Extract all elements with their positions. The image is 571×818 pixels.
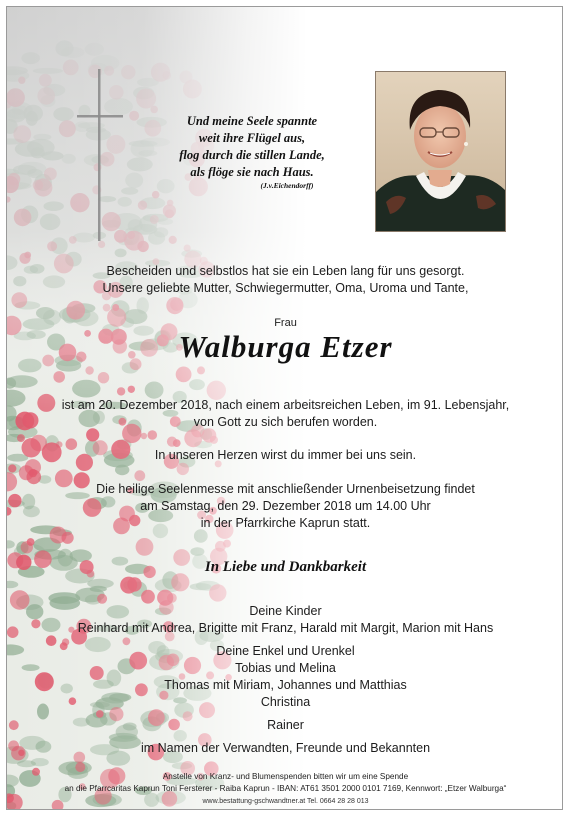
death-notice	[7, 397, 563, 431]
poem-credit: (J.v.Eichendorff)	[260, 181, 314, 190]
poem-block	[157, 113, 347, 191]
grandchildren-heading: Deine Enkel und Urenkel	[216, 644, 355, 658]
memory-line: In unseren Herzen wirst du immer bei uns sein.	[154, 448, 417, 462]
poem-line: Und meine Seele spannte	[186, 114, 318, 128]
page-frame	[6, 6, 563, 810]
relatives-line: im Namen der Verwandten, Freunde und Bekannten	[140, 741, 431, 755]
portrait-photo	[375, 71, 506, 232]
service-info	[7, 481, 563, 532]
poem-line: flog durch die stillen Lande,	[179, 148, 325, 162]
footer-contact: www.bestattung-gschwandtner.at Tel. 0664 28 28 013	[202, 798, 369, 805]
salutation: Frau	[274, 317, 297, 329]
children-section	[7, 603, 563, 637]
donation-line: an die Pfarrcaritas Kaprun Toni Fersterer - Raiba Kaprun - IBAN: AT61 3501 2000 0101 7169, Kennwort: „Etzer Walburga“	[64, 784, 507, 793]
intro-line: Bescheiden und selbstlos hat sie ein Leben lang für uns gesorgt.	[106, 264, 465, 278]
grandchildren-names: Thomas mit Miriam, Johannes und Matthias	[164, 678, 407, 692]
deceased-name: Walburga Etzer	[178, 329, 393, 364]
service-line: Die heilige Seelenmesse mit anschließender Urnenbeisetzung findet	[96, 482, 475, 496]
donation-line: Anstelle von Kranz- und Blumenspenden bitten wir um eine Spende	[162, 772, 409, 781]
other-mourner: Rainer	[267, 718, 304, 732]
service-line: in der Pfarrkirche Kaprun statt.	[200, 516, 371, 530]
grandchildren-section	[7, 643, 563, 711]
poem-line: weit ihre Flügel aus,	[198, 131, 306, 145]
cross-icon	[77, 69, 123, 246]
grandchildren-names: Tobias und Melina	[235, 661, 336, 675]
dankbarkeit-heading: In Liebe und Dankbarkeit	[204, 559, 367, 575]
death-notice-line: ist am 20. Dezember 2018, nach einem arbeitsreichen Leben, im 91. Lebensjahr,	[61, 398, 510, 412]
service-line: am Samstag, den 29. Dezember 2018 um 14.00 Uhr	[140, 499, 431, 513]
donation-notice	[7, 771, 563, 795]
death-notice-line: von Gott zu sich berufen worden.	[193, 415, 378, 429]
intro-line: Unsere geliebte Mutter, Schwiegermutter, Oma, Uroma und Tante,	[102, 281, 469, 295]
grandchildren-names: Christina	[260, 695, 311, 709]
children-names: Reinhard mit Andrea, Brigitte mit Franz, Harald mit Margit, Marion mit Hans	[77, 621, 494, 635]
intro-text	[7, 263, 563, 297]
children-heading: Deine Kinder	[249, 604, 322, 618]
poem-line: als flöge sie nach Haus.	[190, 165, 314, 179]
